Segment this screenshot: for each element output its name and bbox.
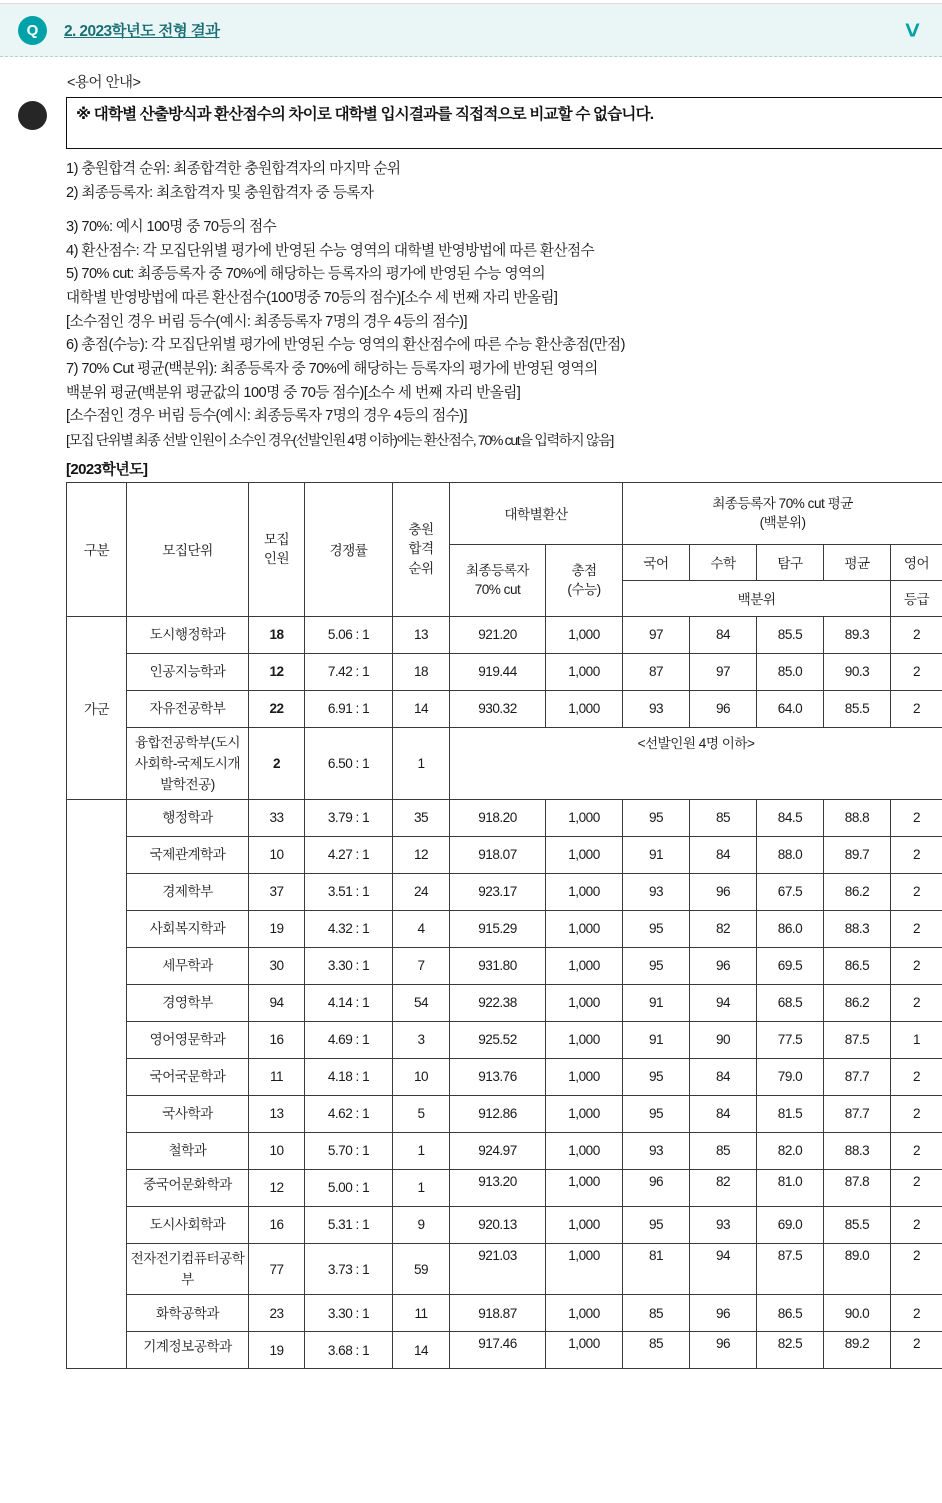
cell-unit: 자유전공학부: [127, 690, 249, 727]
cell-quota: 12: [249, 1169, 305, 1206]
cell-inquiry: 85.5: [757, 616, 824, 653]
cell-average: 87.7: [824, 1058, 891, 1095]
cell-quota: 12: [249, 653, 305, 690]
cell-quota: 77: [249, 1243, 305, 1294]
cell-unit: 국사학과: [127, 1095, 249, 1132]
cell-inquiry: 77.5: [757, 1021, 824, 1058]
question-badge: Q: [18, 16, 47, 45]
cell-math: 85: [690, 799, 757, 836]
cell-math: 84: [690, 1095, 757, 1132]
cell-waitlist-rank: 54: [393, 984, 450, 1021]
table-row: [67, 836, 942, 873]
cell-waitlist-rank: 12: [393, 836, 450, 873]
cell-quota: 10: [249, 1132, 305, 1169]
cell-ratio: 5.00 : 1: [305, 1169, 393, 1206]
accordion-header[interactable]: [0, 4, 942, 57]
cell-conv-cut: 921.20: [450, 616, 546, 653]
cell-total-score: 1,000: [546, 1295, 623, 1332]
note-line: [소수점인 경우 버림 등수(예시: 최종등록자 7명의 경우 4등의 점수)]: [66, 313, 467, 330]
cell-total-score: 1,000: [546, 1169, 623, 1206]
cell-quota: 19: [249, 1332, 305, 1369]
cell-total-score: 1,000: [546, 873, 623, 910]
note-line: [소수점인 경우 버림 등수(예시: 최종등록자 7명의 경우 4등의 점수)]: [66, 408, 467, 425]
cell-quota: 30: [249, 947, 305, 984]
th-english: 영어: [891, 544, 942, 580]
note-line: 3) 70%: 예시 100명 중 70등의 점수: [66, 219, 277, 236]
cell-ratio: 5.31 : 1: [305, 1206, 393, 1243]
th-quota-l1: 모집: [263, 531, 290, 547]
cell-korean: 91: [623, 1021, 690, 1058]
cell-math: 96: [690, 690, 757, 727]
cell-english-grade: 2: [891, 1206, 942, 1243]
cell-unit: 기계정보공학과: [127, 1332, 249, 1369]
cell-unit: 세무학과: [127, 947, 249, 984]
cell-korean: 85: [623, 1332, 690, 1369]
cell-ratio: 5.06 : 1: [305, 616, 393, 653]
cell-inquiry: 79.0: [757, 1058, 824, 1095]
cell-average: 88.3: [824, 910, 891, 947]
cell-total-score: 1,000: [546, 1332, 623, 1369]
cell-ratio: 6.91 : 1: [305, 690, 393, 727]
note-line: 1) 충원합격 순위: 최종합격한 충원합격자의 마지막 순위: [66, 160, 401, 177]
note-line: 백분위 평균(백분위 평균값의 100명 중 70등 점수)[소수 세 번째 자리 반올림]: [66, 384, 521, 401]
cell-conv-cut: 912.86: [450, 1095, 546, 1132]
cell-average: 89.2: [824, 1332, 891, 1369]
cell-inquiry: 81.5: [757, 1095, 824, 1132]
cell-conv-cut: 925.52: [450, 1021, 546, 1058]
th-avg-group-l2: (백분위): [759, 515, 806, 531]
chevron-down-icon[interactable]: ˅: [904, 15, 920, 45]
cell-math: 96: [690, 873, 757, 910]
cell-average: 86.2: [824, 984, 891, 1021]
cell-inquiry: 64.0: [757, 690, 824, 727]
cell-waitlist-rank: 13: [393, 616, 450, 653]
cell-inquiry: 69.0: [757, 1206, 824, 1243]
cell-english-grade: 2: [891, 910, 942, 947]
cell-ratio: 4.69 : 1: [305, 1021, 393, 1058]
note-line: 4) 환산점수: 각 모집단위별 평가에 반영된 수능 영역의 대학별 반영방법에 따른 환산점수: [66, 242, 595, 259]
cell-conv-cut: 918.07: [450, 836, 546, 873]
cell-korean: 95: [623, 1058, 690, 1095]
cell-ratio: 3.30 : 1: [305, 1295, 393, 1332]
cell-average: 89.3: [824, 616, 891, 653]
cell-quota: 11: [249, 1058, 305, 1095]
cell-korean: 95: [623, 1095, 690, 1132]
cell-unit: 전자전기컴퓨터공학부: [127, 1243, 249, 1294]
cell-english-grade: 2: [891, 690, 942, 727]
cell-conv-cut: 913.20: [450, 1169, 546, 1206]
cell-total-score: 1,000: [546, 690, 623, 727]
cell-average: 86.2: [824, 873, 891, 910]
cell-quota: 94: [249, 984, 305, 1021]
cell-ratio: 4.27 : 1: [305, 836, 393, 873]
cell-average: 88.3: [824, 1132, 891, 1169]
cell-inquiry: 82.5: [757, 1332, 824, 1369]
cell-korean: 87: [623, 653, 690, 690]
cell-math: 82: [690, 1169, 757, 1206]
table-row: [67, 873, 942, 910]
th-math: 수학: [690, 544, 757, 580]
table-row: [67, 947, 942, 984]
cell-total-score: 1,000: [546, 1095, 623, 1132]
cell-inquiry: 69.5: [757, 947, 824, 984]
cell-average: 87.7: [824, 1095, 891, 1132]
cell-english-grade: 2: [891, 799, 942, 836]
th-waitlist-rank: [393, 482, 450, 616]
cell-conv-cut: 918.20: [450, 799, 546, 836]
cell-ratio: 4.62 : 1: [305, 1095, 393, 1132]
cell-waitlist-rank: 1: [393, 727, 450, 799]
th-conversion-group: 대학별환산: [450, 482, 623, 544]
cell-conv-cut: 919.44: [450, 653, 546, 690]
cell-math: 84: [690, 616, 757, 653]
cell-inquiry: 82.0: [757, 1132, 824, 1169]
table-row: [67, 1132, 942, 1169]
cell-total-score: 1,000: [546, 1021, 623, 1058]
cell-quota: 23: [249, 1295, 305, 1332]
cell-english-grade: 2: [891, 947, 942, 984]
th-unit: 모집단위: [127, 482, 249, 616]
cell-math: 97: [690, 653, 757, 690]
cell-quota: 33: [249, 799, 305, 836]
cell-waitlist-rank: 4: [393, 910, 450, 947]
cell-unit: 국어국문학과: [127, 1058, 249, 1095]
cell-unit: 도시행정학과: [127, 616, 249, 653]
cell-unit: 인공지능학과: [127, 653, 249, 690]
table-row: [67, 616, 942, 653]
th-total-score: [546, 544, 623, 616]
note-line: 5) 70% cut: 최종등록자 중 70%에 해당하는 등록자의 평가에 반영된 수능 영역의: [66, 266, 546, 283]
cell-english-grade: 2: [891, 616, 942, 653]
cell-ratio: 3.51 : 1: [305, 873, 393, 910]
cell-math: 94: [690, 1243, 757, 1294]
cell-inquiry: 84.5: [757, 799, 824, 836]
cell-math: 93: [690, 1206, 757, 1243]
cell-conv-cut: 913.76: [450, 1058, 546, 1095]
cell-unit: 영어영문학과: [127, 1021, 249, 1058]
cell-quota: 2: [249, 727, 305, 799]
cell-waitlist-rank: 9: [393, 1206, 450, 1243]
cell-conv-cut: 921.03: [450, 1243, 546, 1294]
th-waitlist-l2: 합격: [408, 541, 434, 557]
table-header: [67, 482, 942, 616]
cell-english-grade: 2: [891, 873, 942, 910]
cell-average: 89.0: [824, 1243, 891, 1294]
th-average: 평균: [824, 544, 891, 580]
cell-ratio: 3.30 : 1: [305, 947, 393, 984]
th-total-l1: 총점: [571, 562, 597, 578]
cell-korean: 97: [623, 616, 690, 653]
answer-badge: [18, 101, 47, 130]
cell-waitlist-rank: 18: [393, 653, 450, 690]
cell-total-score: 1,000: [546, 653, 623, 690]
cell-average: 86.5: [824, 947, 891, 984]
cell-total-score: 1,000: [546, 799, 623, 836]
cell-average: 90.3: [824, 653, 891, 690]
cell-math: 84: [690, 836, 757, 873]
cell-inquiry: 68.5: [757, 984, 824, 1021]
cell-quota: 13: [249, 1095, 305, 1132]
cell-korean: 91: [623, 984, 690, 1021]
table-row: [67, 1021, 942, 1058]
cell-korean: 95: [623, 947, 690, 984]
cell-math: 94: [690, 984, 757, 1021]
cell-conv-cut: 918.87: [450, 1295, 546, 1332]
notice-box: ※ 대학별 산출방식과 환산점수의 차이로 대학별 입시결과를 직접적으로 비교할 수 없습니다.: [66, 97, 942, 149]
cell-average: 87.8: [824, 1169, 891, 1206]
cell-waitlist-rank: 3: [393, 1021, 450, 1058]
th-percentile: 백분위: [623, 580, 891, 616]
cell-math: 90: [690, 1021, 757, 1058]
cell-unit: 융합전공학부(도시사회학-국제도시개발학전공): [127, 727, 249, 799]
cell-total-score: 1,000: [546, 947, 623, 984]
cell-korean: 95: [623, 799, 690, 836]
cell-ratio: 4.14 : 1: [305, 984, 393, 1021]
cell-math: 96: [690, 947, 757, 984]
cell-math: 96: [690, 1332, 757, 1369]
table-row: [67, 727, 942, 799]
cell-english-grade: 2: [891, 1332, 942, 1369]
cell-conv-cut: 931.80: [450, 947, 546, 984]
note-line: 7) 70% Cut 평균(백분위): 최종등록자 중 70%에 해당하는 등록자의 평가에 반영된 영역의: [66, 361, 598, 378]
cell-inquiry: 85.0: [757, 653, 824, 690]
note-line: 6) 총점(수능): 각 모집단위별 평가에 반영된 수능 영역의 환산점수에 따른 수능 환산총점(만점): [66, 337, 625, 354]
cell-waitlist-rank: 59: [393, 1243, 450, 1294]
cell-ratio: 4.32 : 1: [305, 910, 393, 947]
cell-total-score: 1,000: [546, 1132, 623, 1169]
th-korean: 국어: [623, 544, 690, 580]
cell-waitlist-rank: 35: [393, 799, 450, 836]
th-avg-group: [623, 482, 942, 544]
table-row: [67, 1058, 942, 1095]
table-row: [67, 1332, 942, 1369]
cell-conv-cut: 917.46: [450, 1332, 546, 1369]
table-row: [67, 1243, 942, 1294]
group-cell: [67, 799, 127, 1368]
cell-conv-cut: 920.13: [450, 1206, 546, 1243]
cell-ratio: 3.79 : 1: [305, 799, 393, 836]
cell-english-grade: 2: [891, 653, 942, 690]
cell-unit: 중국어문화학과: [127, 1169, 249, 1206]
cell-waitlist-rank: 7: [393, 947, 450, 984]
cell-unit: 도시사회학과: [127, 1206, 249, 1243]
answer-body: [0, 57, 942, 1369]
cell-total-score: 1,000: [546, 910, 623, 947]
cell-ratio: 7.42 : 1: [305, 653, 393, 690]
cell-conv-cut: 915.29: [450, 910, 546, 947]
cell-english-grade: 2: [891, 1058, 942, 1095]
cell-conv-cut: 930.32: [450, 690, 546, 727]
terms-guide-title: <용어 안내>: [67, 75, 141, 91]
cell-waitlist-rank: 14: [393, 1332, 450, 1369]
header-row-1: [67, 482, 942, 544]
cell-english-grade: 2: [891, 836, 942, 873]
notes-group-1: [66, 158, 942, 205]
cell-average: 89.7: [824, 836, 891, 873]
cell-english-grade: 2: [891, 1169, 942, 1206]
cell-total-score: 1,000: [546, 1243, 623, 1294]
cell-quota: 37: [249, 873, 305, 910]
th-conv-cut-l1: 최종등록자: [465, 562, 530, 578]
cell-korean: 96: [623, 1169, 690, 1206]
table-row: [67, 1095, 942, 1132]
cell-merged-note: <선발인원 4명 이하>: [450, 727, 942, 799]
cell-unit: 철학과: [127, 1132, 249, 1169]
th-avg-group-l1: 최종등록자 70% cut 평균: [712, 495, 853, 511]
th-quota: [249, 482, 305, 616]
cell-average: 85.5: [824, 690, 891, 727]
cell-total-score: 1,000: [546, 1058, 623, 1095]
table-row: [67, 653, 942, 690]
table-row: [67, 1206, 942, 1243]
cell-ratio: 3.68 : 1: [305, 1332, 393, 1369]
cell-inquiry: 86.0: [757, 910, 824, 947]
cell-unit: 화학공학과: [127, 1295, 249, 1332]
admission-results-table: [66, 482, 942, 1369]
cell-waitlist-rank: 11: [393, 1295, 450, 1332]
year-label: [2023학년도]: [66, 460, 148, 478]
cell-ratio: 6.50 : 1: [305, 727, 393, 799]
cell-korean: 93: [623, 1132, 690, 1169]
table-row: [67, 910, 942, 947]
cell-waitlist-rank: 24: [393, 873, 450, 910]
cell-english-grade: 2: [891, 1095, 942, 1132]
th-gubun: 구분: [67, 482, 127, 616]
cell-conv-cut: 922.38: [450, 984, 546, 1021]
cell-waitlist-rank: 14: [393, 690, 450, 727]
cell-quota: 10: [249, 836, 305, 873]
cell-korean: 93: [623, 873, 690, 910]
cell-quota: 16: [249, 1021, 305, 1058]
th-conv-cut-l2: 70% cut: [474, 582, 521, 598]
cell-math: 85: [690, 1132, 757, 1169]
accordion-title[interactable]: 2. 2023학년도 전형 결과: [64, 23, 220, 40]
cell-english-grade: 2: [891, 984, 942, 1021]
cell-inquiry: 88.0: [757, 836, 824, 873]
cell-korean: 85: [623, 1295, 690, 1332]
cell-total-score: 1,000: [546, 616, 623, 653]
cell-unit: 행정학과: [127, 799, 249, 836]
cell-quota: 18: [249, 616, 305, 653]
cell-inquiry: 81.0: [757, 1169, 824, 1206]
th-total-l2: (수능): [567, 582, 601, 598]
cell-conv-cut: 923.17: [450, 873, 546, 910]
th-grade: 등급: [891, 580, 942, 616]
cell-ratio: 4.18 : 1: [305, 1058, 393, 1095]
th-inquiry: 탐구: [757, 544, 824, 580]
cell-average: 88.8: [824, 799, 891, 836]
th-conv-cut: [450, 544, 546, 616]
answer-badge-column: [18, 71, 65, 1369]
cell-unit: 경영학부: [127, 984, 249, 1021]
cell-waitlist-rank: 10: [393, 1058, 450, 1095]
cell-quota: 22: [249, 690, 305, 727]
cell-english-grade: 2: [891, 1243, 942, 1294]
table-row: [67, 690, 942, 727]
cell-math: 82: [690, 910, 757, 947]
table-row: [67, 1295, 942, 1332]
cell-total-score: 1,000: [546, 984, 623, 1021]
cell-inquiry: 87.5: [757, 1243, 824, 1294]
table-row: [67, 1169, 942, 1206]
cell-ratio: 5.70 : 1: [305, 1132, 393, 1169]
cell-english-grade: 1: [891, 1021, 942, 1058]
cell-korean: 95: [623, 910, 690, 947]
cell-unit: 사회복지학과: [127, 910, 249, 947]
cell-quota: 19: [249, 910, 305, 947]
th-waitlist-l3: 순위: [408, 561, 434, 577]
th-ratio: 경쟁률: [305, 482, 393, 616]
cell-waitlist-rank: 5: [393, 1095, 450, 1132]
cell-korean: 81: [623, 1243, 690, 1294]
group-cell: 가군: [67, 616, 127, 799]
cell-average: 90.0: [824, 1295, 891, 1332]
cell-average: 87.5: [824, 1021, 891, 1058]
cell-ratio: 3.73 : 1: [305, 1243, 393, 1294]
answer-content: [65, 71, 942, 1369]
cell-korean: 95: [623, 1206, 690, 1243]
cell-unit: 국제관계학과: [127, 836, 249, 873]
cell-waitlist-rank: 1: [393, 1132, 450, 1169]
th-quota-l2: 인원: [263, 551, 290, 567]
cell-waitlist-rank: 1: [393, 1169, 450, 1206]
cell-math: 84: [690, 1058, 757, 1095]
cell-english-grade: 2: [891, 1295, 942, 1332]
cell-korean: 91: [623, 836, 690, 873]
table-row: [67, 984, 942, 1021]
th-waitlist-l1: 충원: [408, 521, 434, 537]
cell-quota: 16: [249, 1206, 305, 1243]
table-body: [67, 616, 942, 1368]
cell-total-score: 1,000: [546, 836, 623, 873]
cell-average: 85.5: [824, 1206, 891, 1243]
cell-korean: 93: [623, 690, 690, 727]
note-line: 대학별 반영방법에 따른 환산점수(100명중 70등의 점수)[소수 세 번째 자리 반올림]: [66, 290, 558, 307]
cell-math: 96: [690, 1295, 757, 1332]
note-line: 2) 최종등록자: 최초합격자 및 충원합격자 중 등록자: [66, 184, 374, 201]
cell-inquiry: 67.5: [757, 873, 824, 910]
cell-unit: 경제학부: [127, 873, 249, 910]
cell-english-grade: 2: [891, 1132, 942, 1169]
notes-group-2: [66, 216, 942, 429]
cell-inquiry: 86.5: [757, 1295, 824, 1332]
cell-total-score: 1,000: [546, 1206, 623, 1243]
note-small: [모집 단위별 최종 선발 인원이 소수인 경우(선발인원 4명 이하)에는 환산점수, 70% cut을 입력하지 않음]: [66, 431, 613, 448]
table-row: [67, 799, 942, 836]
cell-conv-cut: 924.97: [450, 1132, 546, 1169]
